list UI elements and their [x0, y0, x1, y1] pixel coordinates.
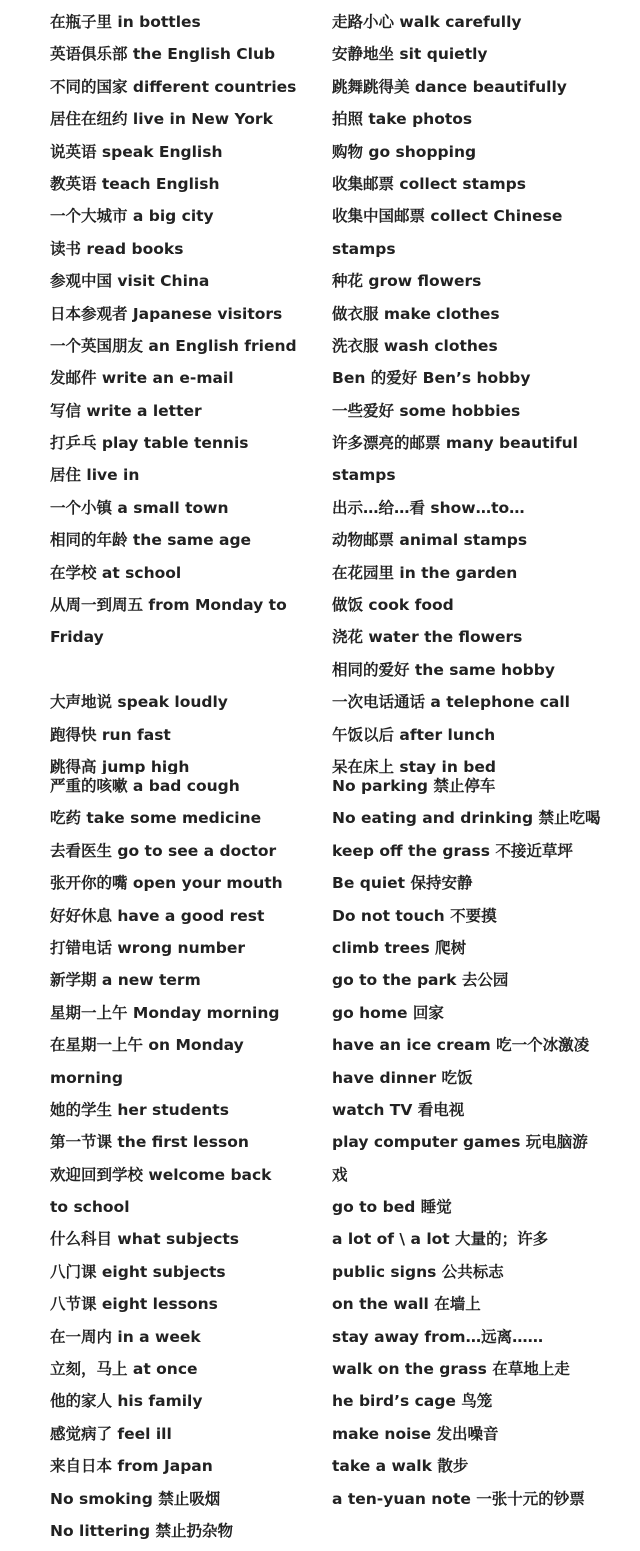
vocab-line: 打乒乓 play table tennis [50, 434, 249, 453]
vocab-line: 读书 read books [50, 239, 184, 258]
vocab-line: 参观中国 visit China [50, 272, 210, 291]
vocab-line: on the wall 在墙上 [332, 1295, 481, 1314]
vocab-line: watch TV 看电视 [332, 1100, 465, 1119]
vocab-line: stamps [332, 239, 396, 258]
vocab-line: go to the park 去公园 [332, 971, 509, 990]
vocab-line: stamps [332, 466, 396, 485]
vocab-line: keep off the grass 不接近草坪 [332, 841, 573, 860]
vocab-line: 呆在床上 stay in bed [332, 757, 496, 774]
vocab-line: 在一周内 in a week [50, 1327, 201, 1346]
vocab-line: 去看医生 go to see a doctor [50, 841, 277, 860]
vocab-line: 拍照 take photos [332, 110, 473, 129]
vocab-line: go home 回家 [332, 1003, 444, 1022]
vocab-line: stay away from…远离…… [332, 1327, 544, 1346]
vocab-line: 相同的爱好 the same hobby [332, 660, 555, 679]
vocab-line: 八门课 eight subjects [50, 1262, 226, 1281]
vocab-line: walk on the grass 在草地上走 [332, 1360, 570, 1379]
vocab-line: No littering 禁止扔杂物 [50, 1521, 233, 1540]
vocab-line: climb trees 爬树 [332, 938, 467, 957]
vocab-line: 张开你的嘴 open your mouth [50, 874, 283, 893]
vocab-line: 在花园里 in the garden [332, 563, 518, 582]
vocab-line: 许多漂亮的邮票 many beautiful [332, 434, 578, 453]
vocab-line: 一个英国朋友 an English friend [50, 336, 297, 355]
vocab-line: 日本参观者 Japanese visitors [50, 304, 283, 323]
vocab-line: 在瓶子里 in bottles [50, 13, 201, 31]
vocab-line: 英语俱乐部 the English Club [50, 45, 276, 64]
vocab-line: 发邮件 write an e-mail [50, 369, 234, 388]
vocab-line: 一个大城市 a big city [50, 207, 214, 226]
vocab-line: 立刻，马上 at once [50, 1360, 198, 1379]
vocab-line: No eating and drinking 禁止吃喝 [332, 809, 601, 828]
vocab-line: Do not touch 不要摸 [332, 906, 497, 925]
vocab-line: Be quiet 保持安静 [332, 874, 473, 893]
vocab-line: take a walk 散步 [332, 1457, 469, 1476]
vocab-line: 八节课 eight lessons [50, 1295, 218, 1314]
vocab-line: 浇花 water the flowers [332, 628, 523, 647]
vocab-line: have dinner 吃饭 [332, 1068, 473, 1087]
vocab-line: 她的学生 her students [50, 1100, 229, 1119]
vocab-line: 欢迎回到学校 welcome back [50, 1165, 272, 1184]
vocab-line: No parking 禁止停车 [332, 776, 496, 795]
vocab-line: 大声地说 speak loudly [50, 693, 228, 712]
vocab-line: a ten-yuan note 一张十元的钞票 [332, 1489, 585, 1508]
vocab-line: make noise 发出噪音 [332, 1424, 499, 1443]
vocab-line: 什么科目 what subjects [50, 1230, 240, 1249]
vocab-line: have an ice cream 吃一个冰激凌 [332, 1036, 590, 1055]
left-column [50, 10, 330, 1551]
vocab-line: 打错电话 wrong number [50, 938, 246, 957]
vocab-line: a lot of \ a lot 大量的；许多 [332, 1230, 549, 1249]
vocab-line: 走路小心 walk carefully [332, 13, 522, 31]
vocab-line: 收集邮票 collect stamps [332, 174, 526, 193]
vocab-line: Friday [50, 628, 104, 647]
vocab-line: 做饭 cook food [332, 596, 454, 615]
vocab-line [50, 658, 330, 690]
vocab-line: 跳舞跳得美 dance beautifully [332, 77, 567, 96]
vocab-line: No smoking 禁止吸烟 [50, 1489, 221, 1508]
vocab-line: 居住在纽约 live in New York [50, 110, 273, 129]
vocab-line: 一次电话通话 a telephone call [332, 693, 570, 712]
vocab-line: 吃药 take some medicine [50, 809, 262, 828]
vocab-line: 出示…给…看 show…to… [332, 498, 525, 517]
vocab-line: 来自日本 from Japan [50, 1457, 213, 1476]
vocab-line: 跑得快 run fast [50, 725, 171, 744]
right-column [332, 10, 632, 1519]
vocab-line: 教英语 teach English [50, 174, 220, 193]
vocab-line: 他的家人 his family [50, 1392, 203, 1411]
vocab-line: 一个小镇 a small town [50, 498, 229, 517]
vocab-line: 安静地坐 sit quietly [332, 45, 488, 64]
vocab-line: 新学期 a new term [50, 971, 201, 990]
vocab-line: to school [50, 1198, 130, 1217]
vocab-line: 好好休息 have a good rest [50, 906, 265, 925]
vocab-line: 跳得高 jump high [50, 757, 190, 774]
vocab-line: 购物 go shopping [332, 142, 477, 161]
vocab-line: 在学校 at school [50, 563, 182, 582]
vocab-line: 戏 [332, 1165, 348, 1184]
vocab-line: 一些爱好 some hobbies [332, 401, 521, 420]
vocab-line: 在星期一上午 on Monday [50, 1036, 244, 1055]
vocab-line: 种花 grow flowers [332, 272, 482, 291]
vocab-line: 说英语 speak English [50, 142, 223, 161]
vocab-line: 从周一到周五 from Monday to [50, 596, 287, 615]
vocab-line: 相同的年龄 the same age [50, 531, 252, 550]
vocab-line: Ben 的爱好 Ben’s hobby [332, 369, 531, 388]
vocab-line: 星期一上午 Monday morning [50, 1003, 280, 1022]
vocab-line: he bird’s cage 鸟笼 [332, 1392, 493, 1411]
vocab-line: 动物邮票 animal stamps [332, 531, 528, 550]
vocab-line: 居住 live in [50, 466, 140, 485]
vocab-line: 午饭以后 after lunch [332, 725, 496, 744]
vocab-line: 写信 write a letter [50, 401, 202, 420]
vocab-line: go to bed 睡觉 [332, 1198, 452, 1217]
vocab-line: 洗衣服 wash clothes [332, 336, 498, 355]
vocab-line: 不同的国家 different countries [50, 77, 297, 96]
vocab-line: play computer games 玩电脑游 [332, 1133, 588, 1152]
vocab-line: 感觉病了 feel ill [50, 1424, 172, 1443]
vocab-line: 第一节课 the first lesson [50, 1133, 249, 1152]
vocab-line: 严重的咳嗽 a bad cough [50, 776, 240, 795]
vocab-line: 做衣服 make clothes [332, 304, 500, 323]
vocab-line: morning [50, 1068, 123, 1087]
vocab-line: 收集中国邮票 collect Chinese [332, 207, 563, 226]
vocab-line: public signs 公共标志 [332, 1262, 504, 1281]
